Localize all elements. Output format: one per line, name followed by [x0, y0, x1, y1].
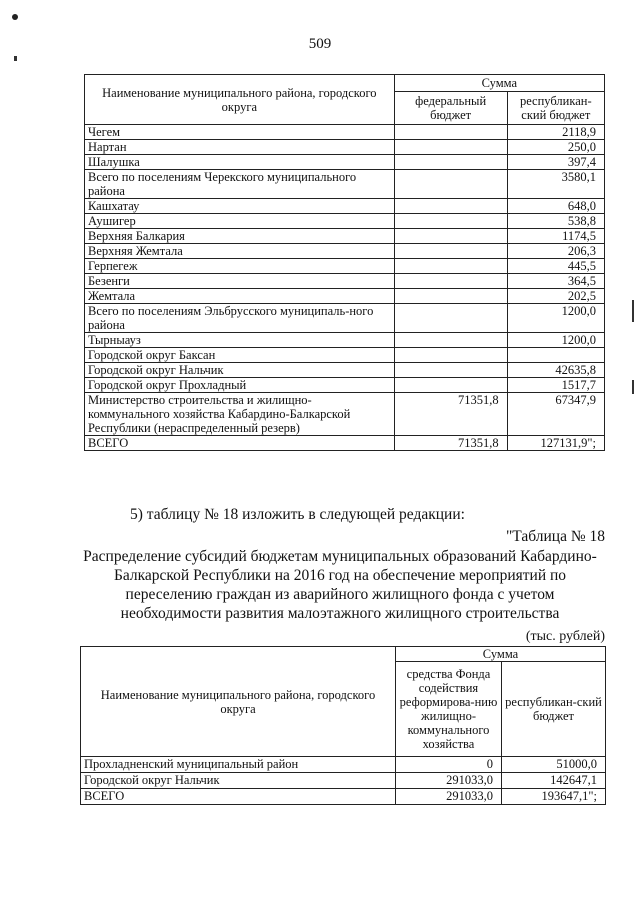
table1-header-republic: республикан-ский бюджет	[507, 92, 604, 125]
table-title: Распределение субсидий бюджетам муниципальных образований Кабардино-Балкарской Республики на 2016 год на обеспечение мероприятий по переселению граждан из аварийного жилищного фонда с учетом необходимости развития малоэтажного жилищного строительства	[83, 548, 597, 622]
row-federal	[394, 244, 507, 259]
row-federal	[394, 289, 507, 304]
table-row	[85, 289, 605, 304]
row-fund: 0	[396, 757, 502, 773]
row-name: Верхняя Балкария	[85, 229, 395, 244]
row-republic: 42635,8	[507, 363, 604, 378]
total-name: ВСЕГО	[81, 789, 396, 805]
row-name: Прохладненский муниципальный район	[81, 757, 396, 773]
row-republic: 1200,0	[507, 304, 604, 333]
row-republic: 2118,9	[507, 125, 604, 140]
units-label: (тыс. рублей)	[525, 629, 605, 644]
table-row	[85, 244, 605, 259]
row-federal	[394, 363, 507, 378]
row-name: Безенги	[85, 274, 395, 289]
row-name: Кашхатау	[85, 199, 395, 214]
table1-header-name: Наименование муниципального района, городского округа	[85, 75, 395, 125]
table-row	[85, 274, 605, 289]
table2-header-sum: Сумма	[396, 647, 606, 662]
table1-header-federal: федеральный бюджет	[394, 92, 507, 125]
total-federal: 71351,8	[394, 436, 507, 451]
row-name: Шалушка	[85, 155, 395, 170]
row-republic: 67347,9	[507, 393, 604, 436]
row-federal	[394, 378, 507, 393]
row-federal	[394, 214, 507, 229]
subsidy-table-18	[80, 646, 606, 805]
row-federal	[394, 229, 507, 244]
row-republic: 1517,7	[507, 378, 604, 393]
row-federal	[394, 259, 507, 274]
table-row	[85, 199, 605, 214]
total-name: ВСЕГО	[85, 436, 395, 451]
row-republic: 397,4	[507, 155, 604, 170]
subsidy-table-1	[84, 74, 605, 451]
table-row	[85, 363, 605, 378]
table1-header-sum: Сумма	[394, 75, 604, 92]
row-name: Городской округ Нальчик	[81, 773, 396, 789]
row-name: Верхняя Жемтала	[85, 244, 395, 259]
table2-header-name: Наименование муниципального района, городского округа	[81, 647, 396, 757]
row-federal	[394, 274, 507, 289]
row-name: Нартан	[85, 140, 395, 155]
row-republic: 142647,1	[502, 773, 606, 789]
table-row	[85, 140, 605, 155]
row-republic	[507, 348, 604, 363]
table-total-row	[85, 436, 605, 451]
table-label: "Таблица № 18	[505, 528, 605, 545]
row-name: Городской округ Баксан	[85, 348, 395, 363]
table2-header-fund: средства Фонда содействия реформирова-нию жилищно-коммунального хозяйства	[396, 662, 502, 757]
row-federal	[394, 140, 507, 155]
row-name: Чегем	[85, 125, 395, 140]
row-republic: 648,0	[507, 199, 604, 214]
row-federal	[394, 333, 507, 348]
row-federal	[394, 155, 507, 170]
row-name: Аушигер	[85, 214, 395, 229]
table-row	[85, 170, 605, 199]
row-federal	[394, 304, 507, 333]
row-republic: 1174,5	[507, 229, 604, 244]
row-name: Жемтала	[85, 289, 395, 304]
row-republic: 445,5	[507, 259, 604, 274]
row-federal: 71351,8	[394, 393, 507, 436]
row-name: Тырныауз	[85, 333, 395, 348]
row-name: Городской округ Прохладный	[85, 378, 395, 393]
total-republic: 127131,9";	[507, 436, 604, 451]
row-federal	[394, 348, 507, 363]
margin-tick-mark	[14, 56, 17, 61]
margin-bar-mark	[632, 380, 634, 394]
total-republic: 193647,1";	[502, 789, 606, 805]
row-fund: 291033,0	[396, 773, 502, 789]
table-row	[81, 757, 606, 773]
row-name: Всего по поселениям Эльбрусского муниципаль-ного района	[85, 304, 395, 333]
row-republic: 51000,0	[502, 757, 606, 773]
table2-header-republic: республикан-ский бюджет	[502, 662, 606, 757]
table-row	[85, 229, 605, 244]
table-total-row	[81, 789, 606, 805]
table-row	[81, 773, 606, 789]
row-federal	[394, 125, 507, 140]
table-row	[85, 259, 605, 274]
row-federal	[394, 199, 507, 214]
row-federal	[394, 170, 507, 199]
table-row	[85, 378, 605, 393]
table-row	[85, 348, 605, 363]
amendment-text: 5) таблицу № 18 изложить в следующей редакции:	[130, 506, 465, 523]
table-row	[85, 393, 605, 436]
row-name: Министерство строительства и жилищно-коммунального хозяйства Кабардино-Балкарской Республики (нераспределенный резерв)	[85, 393, 395, 436]
row-republic: 538,8	[507, 214, 604, 229]
table-row	[85, 155, 605, 170]
row-republic: 202,5	[507, 289, 604, 304]
row-republic: 1200,0	[507, 333, 604, 348]
total-fund: 291033,0	[396, 789, 502, 805]
margin-dot-mark	[12, 14, 18, 20]
row-name: Герпегеж	[85, 259, 395, 274]
row-republic: 3580,1	[507, 170, 604, 199]
table-row	[85, 125, 605, 140]
table-row	[85, 214, 605, 229]
table-row	[85, 304, 605, 333]
row-republic: 206,3	[507, 244, 604, 259]
row-republic: 364,5	[507, 274, 604, 289]
table-row	[85, 333, 605, 348]
margin-bar-mark	[632, 300, 634, 322]
row-name: Всего по поселениям Черекского муниципального района	[85, 170, 395, 199]
page-number: 509	[308, 36, 332, 52]
row-republic: 250,0	[507, 140, 604, 155]
row-name: Городской округ Нальчик	[85, 363, 395, 378]
